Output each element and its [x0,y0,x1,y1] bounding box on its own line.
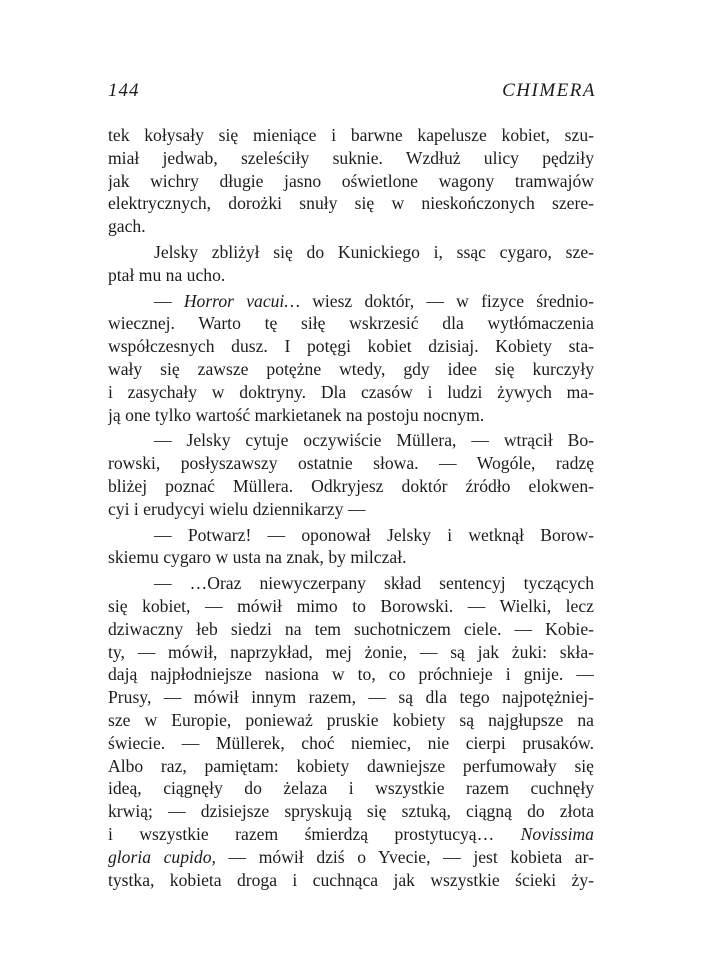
text-line: wiecznej. Warto tę siłę wskrzesić dla wytłómaczenia [108,313,594,334]
text-line: współczesnych dusz. I potęgi kobiet dzisiaj. Kobiety sta- [108,336,594,357]
text-line: tystka, kobieta droga i cuchnąca jak wszystkie ścieki ży- [108,869,594,890]
text-line: — Horror vacui… wiesz doktór, — w fizyce średnio- [154,290,594,311]
text-line: dają najpłodniejsze nasiona w to, co próchnieje i gnije. — [108,664,594,685]
text-line: i wszystkie razem śmierdzą prostytucyą… Novissima [108,823,594,844]
text-line: i zasychały w doktryny. Dla czasów i ludzi żywych ma- [108,381,594,402]
text-line: — Potwarz! — oponował Jelsky i wetknął Borow- [154,524,594,545]
text-line: wały się zawsze potężne wtedy, gdy idee się kurczyły [108,358,594,379]
text-line: ideą, ciągnęły do żelaza i wszystkie razem cuchnęły [108,778,594,799]
text-line: krwią; — dzisiejsze spryskują się sztuką, ciągną do złota [108,801,594,822]
page-number: 144 [108,80,140,101]
text-line: — Jelsky cytuje oczywiście Müllera, — wtrącił Bo- [154,430,594,451]
text-line: rowski, posłyszawszy ostatnie słowa. — Wogóle, radzę [108,453,594,474]
paragraph [108,124,594,238]
text-line: ją one tylko wartość markietanek na postoju nocnym. [108,404,485,425]
paragraph [108,572,594,891]
text-line: ptał mu na ucho. [108,264,226,285]
paragraph [108,524,594,570]
text-line: — …Oraz niewyczerpany skład sentencyj tyczących [154,573,594,594]
text-line: skiemu cygaro w usta na znak, by milczał. [108,547,407,568]
paragraph [108,290,594,427]
text-line: się kobiet, — mówił mimo to Borowski. — Wielki, lecz [108,595,594,616]
text-line: cyi i erudycyi wielu dziennikarzy — [108,498,366,519]
text-line: dziwaczny łeb siedzi na tem suchotniczem ciele. — Kobie- [108,618,594,639]
text-line: świecie. — Müllerek, choć niemiec, nie cierpi prusaków. [108,732,594,753]
paragraph [108,429,594,520]
running-title: CHIMERA [502,80,596,101]
text-line: jak wichry długie jasno oświetlone wagony tramwajów [108,170,594,191]
text-line: ty, — mówił, naprzykład, mej żonie, — są jak żuki: skła- [108,641,594,662]
text-line: bliżej poznać Müllera. Odkryjesz doktór źródło elokwen- [108,475,594,496]
text-line: elektrycznych, dorożki snuły się w nieskończonych szere- [108,193,594,214]
text-line: tek kołysały się mieniące i barwne kapelusze kobiet, szu- [108,125,594,145]
paragraph [108,241,594,287]
text-line: gach. [108,216,146,237]
text-line: gloria cupido, — mówił dziś o Yvecie, — jest kobieta ar- [108,846,594,867]
text-line: miał jedwab, szeleściły suknie. Wzdłuż ulicy pędziły [108,147,594,168]
text-line: Albo raz, pamiętam: kobiety dawniejsze perfumowały się [108,755,594,776]
text-line: Prusy, — mówił innym razem, — są dla tego najpotężniej- [108,687,594,708]
body-text [108,124,594,891]
text-line: sze w Europie, ponieważ pruskie kobiety są najgłupsze na [108,709,594,730]
text-line: Jelsky zbliżył się do Kunickiego i, ssąc cygaro, sze- [154,241,594,262]
